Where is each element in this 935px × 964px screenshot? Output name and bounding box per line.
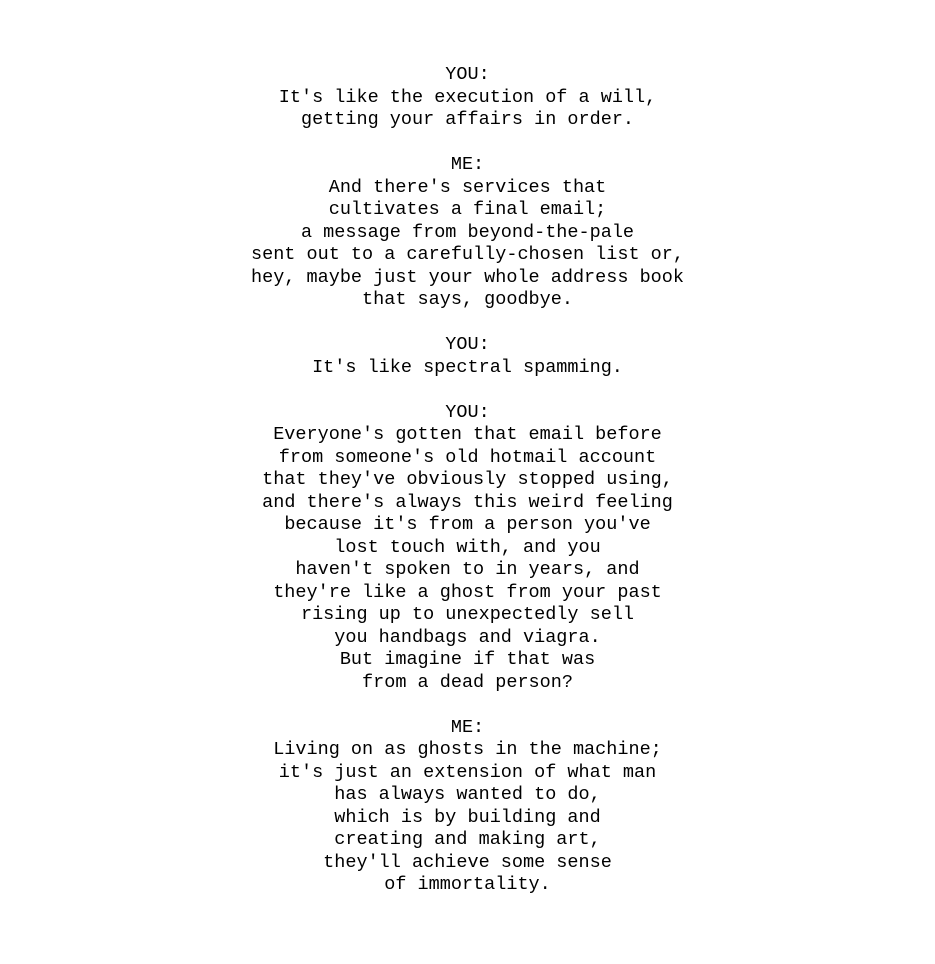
dialogue-line: of immortality. [384, 874, 551, 895]
script-page [0, 64, 935, 919]
character-name: ME: [450, 154, 485, 175]
dialogue-line: rising up to unexpectedly sell [300, 604, 635, 625]
dialogue-block [0, 717, 935, 897]
dialogue-line: sent out to a carefully-chosen list or, [251, 244, 684, 265]
dialogue-line: But imagine if that was [339, 649, 596, 670]
dialogue-line: which is by building and [334, 806, 601, 828]
dialogue-line: and there's always this weird feeling [262, 491, 673, 513]
dialogue-line: lost touch with, and you [334, 536, 601, 558]
dialogue-line: you handbags and viagra. [334, 626, 601, 648]
dialogue-line: getting your affairs in order. [300, 109, 635, 130]
dialogue-line: creating and making art, [334, 829, 601, 850]
dialogue-block [0, 334, 935, 379]
dialogue-block [0, 402, 935, 695]
dialogue-block [0, 64, 935, 132]
dialogue-line: a message from beyond-the-pale [300, 221, 635, 243]
dialogue-line: they're like a ghost from your past [273, 581, 662, 603]
dialogue-line: because it's from a person you've [284, 514, 651, 535]
dialogue-line: Living on as ghosts in the machine; [273, 739, 662, 760]
dialogue-line: And there's services that [328, 176, 607, 198]
dialogue-line: has always wanted to do, [334, 784, 601, 805]
dialogue-line: It's like the execution of a will, [278, 86, 657, 108]
dialogue-line: that they've obviously stopped using, [262, 469, 673, 490]
dialogue-line: hey, maybe just your whole address book [251, 266, 684, 288]
character-name: YOU: [445, 334, 490, 355]
dialogue-line: cultivates a final email; [328, 199, 607, 220]
character-name: YOU: [445, 64, 490, 85]
dialogue-line: they'll achieve some sense [323, 851, 612, 873]
dialogue-line: It's like spectral spamming. [312, 356, 623, 378]
dialogue-line: from a dead person? [362, 671, 573, 693]
dialogue-line: haven't spoken to in years, and [295, 559, 640, 580]
dialogue-line: Everyone's gotten that email before [273, 424, 662, 445]
dialogue-block [0, 154, 935, 312]
dialogue-line: from someone's old hotmail account [278, 446, 657, 468]
character-name: YOU: [445, 401, 490, 423]
dialogue-line: that says, goodbye. [362, 289, 573, 310]
character-name: ME: [450, 716, 485, 738]
dialogue-line: it's just an extension of what man [278, 761, 657, 783]
